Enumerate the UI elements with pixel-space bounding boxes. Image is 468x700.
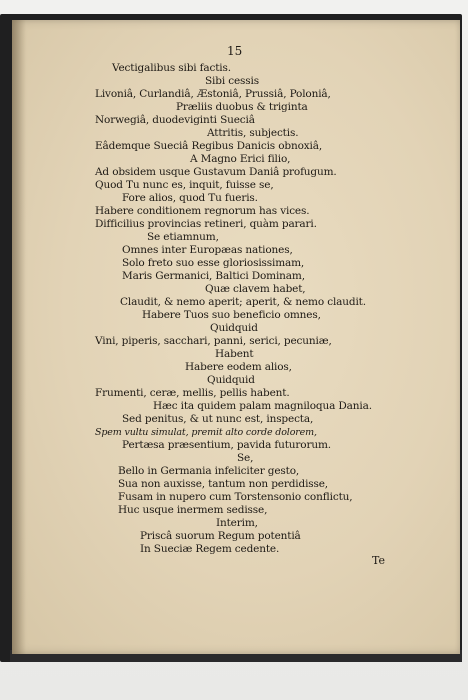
text-line: Quod Tu nunc es, inquit, fuisse se, xyxy=(95,179,274,191)
text-line: Habere conditionem regnorum has vices. xyxy=(95,205,310,217)
text-line: Interim, xyxy=(216,517,258,529)
text-line: Vini, piperis, sacchari, panni, serici, pecuniæ, xyxy=(95,335,332,347)
text-line: Difficilius provincias retineri, quàm parari. xyxy=(95,218,317,230)
text-line: Quæ clavem habet, xyxy=(205,283,306,295)
text-line: Omnes inter Europæas nationes, xyxy=(122,244,293,256)
text-line: A Magno Erici filio, xyxy=(190,153,291,165)
text-line: Fore alios, quod Tu fueris. xyxy=(122,192,258,204)
text-line: Attritis, subjectis. xyxy=(207,127,299,139)
text-line: Sibi cessis xyxy=(205,75,259,87)
text-line: Maris Germanici, Baltici Dominam, xyxy=(122,270,305,282)
text-line: Habere Tuos suo beneficio omnes, xyxy=(142,309,321,321)
text-line: Vectigalibus sibi factis. xyxy=(112,62,231,74)
text-line: Norwegiâ, duodeviginti Sueciâ xyxy=(95,114,255,126)
text-line: Huc usque inermem sedisse, xyxy=(118,504,268,516)
text-line: Quidquid xyxy=(207,374,255,386)
text-line: Se, xyxy=(237,452,254,464)
text-line: Habent xyxy=(215,348,254,360)
text-line-italic: Spem vultu simulat, premit alto corde dolorem, xyxy=(95,427,317,438)
text-line: Bello in Germania infeliciter gesto, xyxy=(118,465,300,477)
text-line: Claudit, & nemo aperit; aperit, & nemo claudit. xyxy=(120,296,366,308)
text-line: Se etiamnum, xyxy=(147,231,219,243)
text-line: Præliis duobus & triginta xyxy=(176,101,308,113)
text-line: In Sueciæ Regem cedente. xyxy=(140,543,280,555)
page-number: 15 xyxy=(227,44,243,58)
text-line: Pertæsa præsentium, pavida futurorum. xyxy=(122,439,331,451)
text-line: Eâdemque Sueciâ Regibus Danicis obnoxiâ, xyxy=(95,140,323,152)
text-line: Quidquid xyxy=(210,322,258,334)
text-line: Ad obsidem usque Gustavum Daniâ profugum. xyxy=(95,166,337,178)
text-line: Frumenti, ceræ, mellis, pellis habent. xyxy=(95,387,290,399)
page-gutter-shadow xyxy=(12,20,26,654)
text-line: Fusam in nupero cum Torstensonio conflictu, xyxy=(118,491,353,503)
text-line: Livoniâ, Curlandiâ, Æstoniâ, Prussiâ, Poloniâ, xyxy=(95,88,331,100)
text-line: Priscâ suorum Regum potentiâ xyxy=(140,530,301,542)
text-line: Solo freto suo esse gloriosissimam, xyxy=(122,257,305,269)
text-line: Habere eodem alios, xyxy=(185,361,292,373)
text-line: Sua non auxisse, tantum non perdidisse, xyxy=(118,478,329,490)
text-line: Sed penitus, & ut nunc est, inspecta, xyxy=(122,413,314,425)
text-line: Hæc ita quidem palam magniloqua Dania. xyxy=(153,400,372,412)
catchword: Te xyxy=(372,554,385,567)
